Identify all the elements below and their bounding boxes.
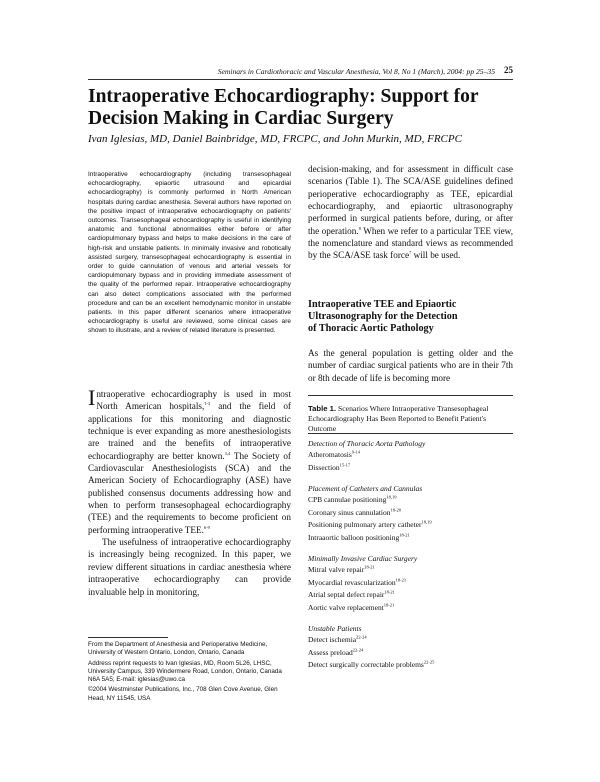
table-group-heading: Placement of Catheters and Cannulas	[308, 484, 423, 493]
table-row	[308, 519, 513, 532]
table-top-rule	[308, 395, 513, 396]
table-row-ref: 18-21	[395, 577, 407, 582]
table-row	[308, 564, 513, 577]
table-row-ref: 22-25	[423, 659, 435, 665]
table-row-text: Myocardial revascularization	[308, 577, 396, 587]
table-group	[308, 623, 513, 672]
table-row-text: CPB cannulae positioning	[308, 495, 387, 504]
table-row-text: Positioning pulmonary artery catheter	[308, 520, 422, 529]
title-line-1: Intraoperative Echocardiography: Support for	[88, 86, 479, 107]
title-line-2: Decision Making in Cardiac Surgery	[88, 107, 394, 129]
drop-cap: I	[88, 385, 96, 410]
table-row-ref: 22-24	[352, 647, 364, 652]
table-row	[308, 449, 513, 462]
table-group	[308, 553, 513, 614]
intro-paragraph-3: decision-making, and for assessment in difficult case scenarios (Table 1). The SCA/ASE guidelines defined perioperative echocardiography as TEE, epicardial echocardiography, and epiaortic ultrasonography performed in surgical patients before, during, or after the operation.$^8$ When we refer to a particular TEE view, the nomenclature and standard views as recommended by the SCA/ASE task force$^7$ will be used.	[308, 164, 514, 261]
intro-text	[88, 385, 291, 598]
table-row-text: Aortic valve replacement	[308, 602, 384, 612]
table-row-text: Intraaortic balloon positioning	[308, 532, 400, 542]
table-row-ref: 18-21	[383, 602, 395, 607]
table-row	[308, 507, 513, 520]
header-rule	[88, 79, 513, 80]
table-body	[308, 435, 513, 672]
table-label: Table 1.	[308, 404, 337, 413]
table-row	[308, 532, 513, 545]
table-row	[308, 494, 513, 507]
section-heading: Intraoperative TEE and Epiaortic Ultrasonography for the Detection of Thoracic Aortic Pathology	[308, 299, 458, 334]
table-row-text: Mitral valve repair	[308, 565, 365, 574]
footnote-address: Address reprint requests to Ivan Iglesias, MD, Room 5L26, LHSC, University Campus, 339 Windermere Road, London, Ontario, Canada N6A 5A5; E-mail: iglesias@uwo.ca	[88, 659, 282, 684]
table-group	[308, 438, 513, 474]
table-row-text: Atrial septal defect repair	[308, 590, 385, 599]
table-caption: Table 1. Scenarios Where Intraoperative Transesophageal Echocardiography Has Been Reported to Benefit Patient's Outcome	[308, 404, 489, 434]
table-row-text: Dissection	[308, 462, 340, 472]
footnote-affiliation: From the Department of Anesthesia and Perioperative Medicine, University of Western Ontario, London, Ontario, Canada	[88, 641, 268, 657]
table-group	[308, 483, 513, 544]
table-row-ref: 18-20	[390, 507, 401, 512]
running-head: Seminars in Cardiothoracic and Vascular Anesthesia, Vol 8, No 1 (March), 2004: pp 25–35	[217, 67, 495, 76]
table-row	[308, 602, 513, 615]
table-row	[308, 589, 513, 602]
table-row-text: Assess preload	[308, 647, 353, 657]
table-row-ref: 15-17	[339, 462, 351, 467]
table-row-ref: 22-24	[356, 634, 367, 640]
page-number: 25	[504, 65, 513, 75]
table-row-ref: 18,19	[386, 494, 397, 500]
intro-paragraph-1: Intraoperative echocardiography is used in most North American hospitals,$^{1-3}$ and the field of applications for this monitoring and diagnostic technique is ever expanding as more anesthesiologists are trained and the benefits of intraoperative echocardiography are better known.$^{3,4}$ The Society of Cardiovascular Anesthesiologists (SCA) and the American Society of Echocardiography (ASE) have published consensus documents addressing how and when to perform transesophageal echocardiography (TEE) and the requirements to become proficient on performing intraoperative TEE.$^{6-9}$	[88, 385, 291, 535]
table-row-text: Coronary sinus cannulation	[308, 507, 391, 517]
footnote-rule	[88, 637, 168, 638]
footnotes	[88, 641, 291, 703]
table-row	[308, 577, 513, 590]
table-row	[308, 659, 513, 672]
table-caption-rule	[308, 433, 513, 434]
intro-paragraph-2: The usefulness of intraoperative echocardiography is increasingly being recognized. In this paper, we review different situations in cardiac anesthesia where intraoperative echocardiography can provide invaluable help in monitoring,	[88, 537, 291, 597]
authors: Ivan Iglesias, MD, Daniel Bainbridge, MD, FRCPC, and John Murkin, MD, FRCPC	[88, 133, 462, 145]
abstract: Intraoperative echocardiography (including transesophageal echocardiography, epiaortic ultrasound and epicardial echocardiography) is commonly performed in North American hospitals during cardiac anesthesia. Several authors have reported on the positive impact of intraoperative echocardiography on patients' outcomes. Transesophageal echocardiography is useful in identifying anatomic and functional abnormalities either before or after cardiopulmonary bypass and helps to make decisions in the care of high-risk and unstable patients. In minimally invasive and robotically assisted surgery, transesophageal echocardiography is essential in order to guide cannulation of venous and arterial vessels for cardiopulmonary bypass and in providing immediate assessment of the quality of the performed repair. Intraoperative echocardiography can also detect complications associated with the performed procedure and can be an excellent hemodynamic monitor in unstable patients. In this paper different scenarios where intraoperative echocardiography is useful are reviewed, some clinical cases are shown to illustrate, and a review of related literature is presented.	[88, 171, 291, 335]
table-row	[308, 647, 513, 660]
table-row-text: Atheromatosis	[308, 450, 352, 459]
table-group-heading: Unstable Patients	[308, 624, 362, 633]
table-row	[308, 462, 513, 475]
table-group-heading: Minimally Invasive Cardiac Surgery	[308, 554, 418, 563]
table-row-ref: 18-21	[364, 564, 375, 570]
section-body: As the general population is getting older and the number of cardiac surgical patients who are in their 7th or 8th decade of life is becoming more	[308, 348, 513, 383]
table-row-ref: 18-21	[384, 589, 395, 595]
table-row-ref: 18,19	[421, 519, 432, 525]
footnote-copyright: ©2004 Westminster Publications, Inc., 708 Glen Cove Avenue, Glen Head, NY 11545, USA	[88, 686, 278, 702]
table-row-text: Detect ischemia	[308, 635, 357, 644]
table-row-ref: 9-14	[351, 449, 360, 455]
table-group-heading: Detection of Thoracic Aorta Pathology	[308, 439, 426, 448]
table-row	[308, 634, 513, 647]
table-row-text: Detect surgically correctable problems	[308, 660, 424, 669]
article-title	[88, 86, 518, 129]
table-row-ref: 18-21	[399, 532, 410, 537]
